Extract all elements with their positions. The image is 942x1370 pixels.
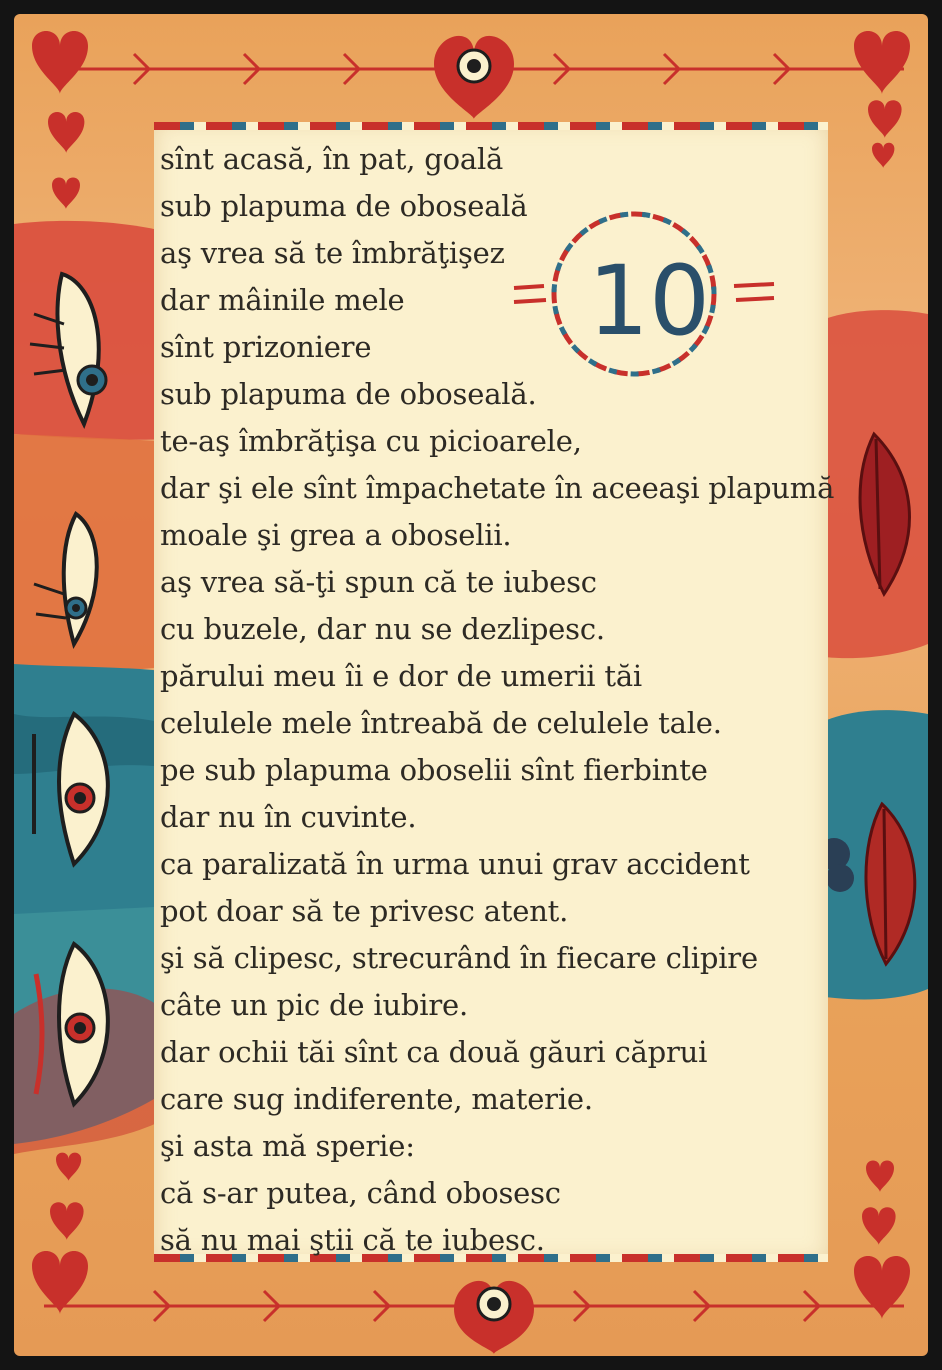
poem-line: să nu mai ştii că te iubesc. bbox=[160, 1223, 545, 1257]
poem-line: aş vrea să-ţi spun că te iubesc bbox=[160, 565, 597, 599]
poem-line: te-aş îmbrăţişa cu picioarele, bbox=[160, 424, 582, 458]
poem-line: pe sub plapuma oboselii sînt fierbinte bbox=[160, 753, 708, 787]
poem-line: ca paralizată în urma unui grav accident bbox=[160, 847, 750, 881]
poem-line: celulele mele întreabă de celulele tale. bbox=[160, 706, 722, 740]
poem-text bbox=[160, 136, 835, 1264]
poem-line: dar ochii tăi sînt ca două găuri căprui bbox=[160, 1035, 708, 1069]
poem-line: dar nu în cuvinte. bbox=[160, 800, 417, 834]
poem-line: că s-ar putea, când obosesc bbox=[160, 1176, 561, 1210]
poem-line: dar mâinile mele bbox=[160, 283, 405, 317]
poem-line: pot doar să te privesc atent. bbox=[160, 894, 569, 928]
poem-line: dar şi ele sînt împachetate în aceeaşi plapumă bbox=[160, 471, 835, 505]
heart-eye-top-icon bbox=[434, 36, 514, 119]
heart-eye-bottom-icon bbox=[454, 1281, 534, 1354]
poem-line: care sug indiferente, materie. bbox=[160, 1082, 593, 1116]
badge-number: 10 bbox=[587, 245, 711, 357]
poem-line: moale şi grea a oboselii. bbox=[160, 518, 512, 552]
illustrated-card bbox=[14, 14, 928, 1356]
paper-top-stripe bbox=[154, 122, 828, 130]
poem-line: părului meu îi e dor de umerii tăi bbox=[160, 659, 642, 693]
poem-line: sînt acasă, în pat, goală bbox=[160, 142, 504, 176]
poem-line: sub plapuma de oboseală. bbox=[160, 377, 537, 411]
poem-line: şi asta mă sperie: bbox=[160, 1129, 415, 1163]
poem-line: aş vrea să te îmbrăţişez bbox=[160, 236, 505, 270]
poem-line: sînt prizoniere bbox=[160, 330, 372, 364]
poem-line: şi să clipesc, strecurând în fiecare clipire bbox=[160, 941, 758, 975]
poem-line: câte un pic de iubire. bbox=[160, 988, 469, 1022]
poem-line: cu buzele, dar nu se dezlipesc. bbox=[160, 612, 605, 646]
poem-line: sub plapuma de oboseală bbox=[160, 189, 528, 223]
